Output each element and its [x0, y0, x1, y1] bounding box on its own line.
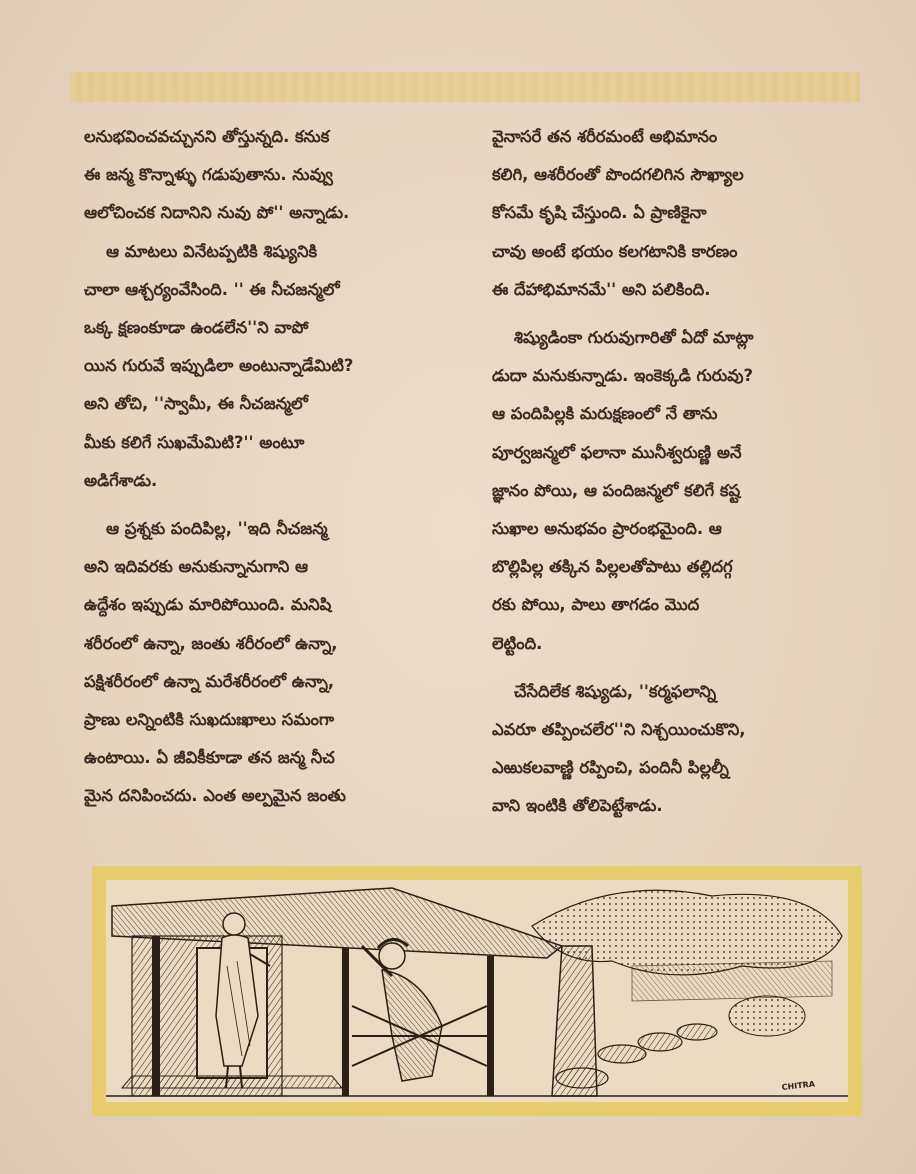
text-line: పూర్వజన్మలో ఫలానా మునీశ్వరుణ్ణి అనే [492, 442, 742, 462]
text-line: ఆ మాటలు వినేటప్పటికి శిష్యునికి [106, 241, 318, 261]
text-line: అడిగేశాడు. [84, 470, 158, 490]
text-line: లనుభవించవచ్చునని తోస్తున్నది. కనుక [84, 127, 330, 146]
decorative-band [70, 72, 860, 102]
text-line: శరీరంలో ఉన్నా, జంతు శరీరంలో ఉన్నా, [84, 633, 338, 653]
text-line: కోసమే కృషి చేస్తుంది. ఏ ప్రాణికైనా [492, 203, 707, 223]
text-line: ప్రాణు లన్నింటికి సుఖదుఃఖాలు సమంగా [84, 710, 335, 730]
text-line: ఒక్క క్షణంకూడా ఉండలేన''ని వాపో [84, 318, 309, 338]
text-line: పక్షిశరీరంలో ఉన్నా మరేశరీరంలో ఉన్నా, [84, 671, 335, 691]
text-line: వైనాసరే తన శరీరమంటే అభిమానం [492, 127, 718, 146]
distant-huts [632, 961, 832, 1001]
text-line: రకు పోయి, పాలు తాగడం మొద [492, 595, 700, 615]
text-line: ఆ ప్రశ్నకు పందిపిల్ల, ''ఇది నీచజన్మ [106, 519, 328, 539]
text-line: కలిగి, ఆశరీరంతో పొందగలిగిన సౌఖ్యాల [492, 165, 744, 185]
text-line: డుదా మనుకున్నాడు. ఇంకెక్కడి గురువు? [492, 366, 754, 386]
steps [122, 1076, 342, 1088]
text-line: ఆలోచించక నిదానిని నువు పో'' అన్నాడు. [84, 203, 350, 223]
pillar [152, 936, 160, 1096]
artist-signature: CHITRA [781, 1079, 816, 1092]
pillar [487, 956, 494, 1096]
text-line: ఈ జన్మ కొన్నాళ్ళు గడుపుతాను. నువ్వు [84, 165, 333, 185]
text-line: మీకు కలిగే సుఖమేమిటి?'' అంటూ [84, 432, 305, 452]
left-column [84, 118, 472, 816]
text-line: శిష్యుడింకా గురువుగారితో ఏదో మాట్లా [514, 328, 754, 348]
text-line: సుఖాల అనుభవం ప్రారంభమైంది. ఆ [492, 519, 722, 539]
text-line: ఉంటాయి. ఏ జీవికీకూడా తన జన్మ నీచ [84, 748, 335, 768]
text-line: వాని ఇంటికి తోలిపెట్టేశాడు. [492, 796, 663, 816]
text-line: జ్ఞానం పోయి, ఆ పందిజన్మలో కలిగే కష్ట [492, 480, 741, 500]
story-illustration [92, 866, 862, 1116]
text-line: ఉద్దేశం ఇప్పుడు మారిపోయింది. మనిషి [84, 595, 332, 615]
right-column [492, 118, 880, 826]
text-line: చేసేదిలేక శిష్యుడు, ''కర్మఫలాన్ని [514, 681, 717, 701]
text-line: బొల్లిపిల్ల తక్కిన పిల్లలతోపాటు తల్లిదగ్గ [492, 557, 733, 577]
text-line: అని తోచి, ''స్వామీ, ఈ నీచజన్మలో [84, 394, 308, 414]
text-line: ఎఱుకలవాణ్ణి రప్పించి, పందినీ పిల్లల్నీ [492, 758, 729, 778]
pillar [342, 948, 349, 1096]
text-line: ఎవరూ తప్పించలేర''ని నిశ్చయించుకొని, [492, 720, 746, 740]
bush [729, 996, 805, 1036]
text-line: చావు అంటే భయం కలగటానికి కారణం [492, 241, 738, 261]
text-line: అని ఇదివరకు అనుకున్నానుగాని ఆ [84, 557, 309, 577]
text-line: మైన దనిపించదు. ఎంత అల్పమైన జంతు [84, 786, 346, 806]
text-line: చాలా ఆశ్చర్యంవేసింది. '' ఈ నీచజన్మలో [84, 279, 340, 299]
illustration-drawing [92, 866, 862, 1116]
text-line: యిన గురువే ఇప్పుడిలా అంటున్నాడేమిటి? [84, 356, 354, 376]
text-line: లెట్టింది. [492, 633, 543, 653]
text-line: ఈ దేహాభిమానమే'' అని పలికింది. [492, 279, 711, 299]
text-line: ఆ పందిపిల్లకి మరుక్షణంలో నే తాను [492, 404, 718, 424]
